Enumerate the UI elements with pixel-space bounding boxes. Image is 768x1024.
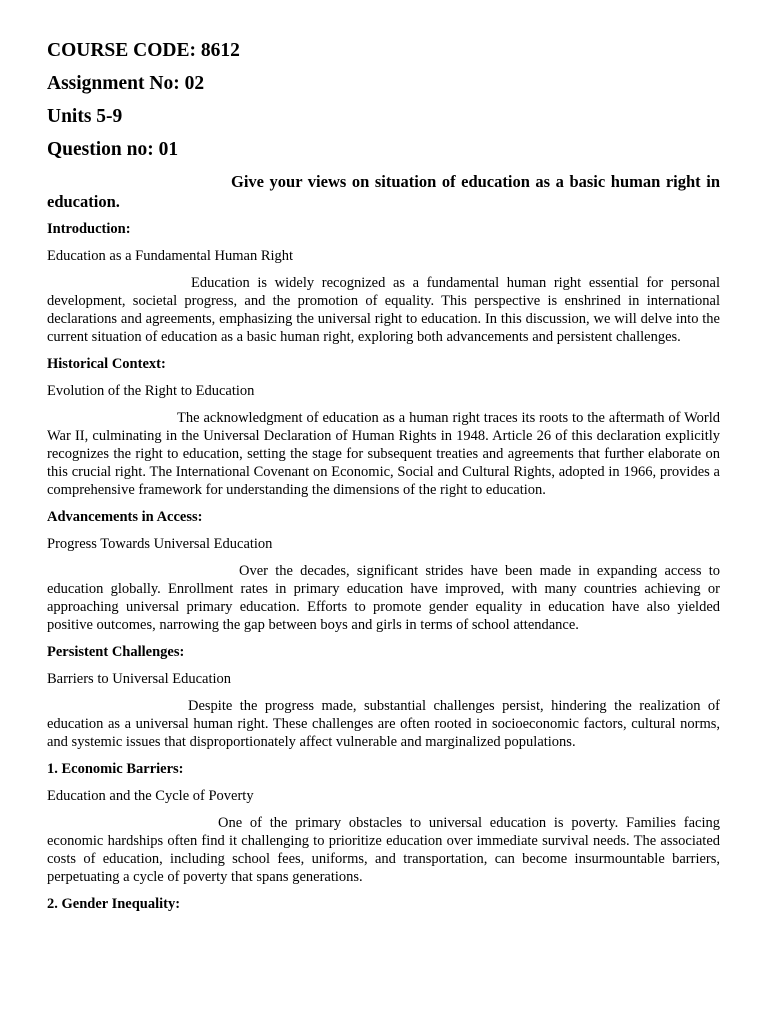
section-subtitle-advancements: Progress Towards Universal Education [47, 536, 273, 552]
section-heading-historical-context: Historical Context: [47, 356, 166, 372]
section-body-economic-barriers: One of the primary obstacles to universal education is poverty. Families facing economic hardships often find it challenging to prioritize education over immediate survival needs. The associated costs of education, including school fees, uniforms, and transportation, can become insurmountable barriers, perpetuating a cycle of poverty that spans generations. [47, 815, 720, 885]
section-heading-introduction: Introduction: [47, 221, 131, 237]
section-body-persistent-challenges: Despite the progress made, substantial challenges persist, hindering the realization of education as a universal human right. These challenges are often rooted in socioeconomic factors, cultural norms, and systemic issues that disproportionately affect vulnerable and marginalized populations. [47, 698, 720, 750]
document-page [47, 40, 720, 922]
section-body-introduction: Education is widely recognized as a fundamental human right essential for personal development, societal progress, and the promotion of equality. This perspective is enshrined in international declarations and agreements, emphasizing the universal right to education. In this discussion, we will delve into the current situation of education as a basic human right, exploring both advancements and persistent challenges. [47, 275, 720, 345]
section-heading-gender-inequality: 2. Gender Inequality: [47, 896, 181, 912]
section-body-historical-context: The acknowledgment of education as a human right traces its roots to the aftermath of World War II, culminating in the Universal Declaration of Human Rights in 1948. Article 26 of this declaration explicitly recognizes the right to education, setting the stage for subsequent treaties and agreements that further elaborate on this crucial right. The International Covenant on Economic, Social and Cultural Rights, adopted in 1966, provides a comprehensive framework for understanding the dimensions of the right to education. [47, 410, 720, 498]
section-heading-persistent-challenges: Persistent Challenges: [47, 644, 185, 660]
section-subtitle-introduction: Education as a Fundamental Human Right [47, 248, 294, 264]
units-heading: Units 5-9 [47, 106, 123, 127]
section-heading-advancements: Advancements in Access: [47, 509, 203, 525]
section-subtitle-economic-barriers: Education and the Cycle of Poverty [47, 788, 254, 804]
section-body-advancements: Over the decades, significant strides have been made in expanding access to education globally. Enrollment rates in primary education have improved, with many countries achieving or approaching universal primary education. Efforts to promote gender equality in education have also yielded positive outcomes, narrowing the gap between boys and girls in terms of school attendance. [47, 563, 720, 633]
question-text: Give your views on situation of education as a basic human right in education. [47, 172, 720, 211]
course-code-heading: COURSE CODE: 8612 [47, 40, 240, 61]
question-number-heading: Question no: 01 [47, 139, 179, 160]
section-subtitle-persistent-challenges: Barriers to Universal Education [47, 671, 232, 687]
section-subtitle-historical-context: Evolution of the Right to Education [47, 383, 255, 399]
section-heading-economic-barriers: 1. Economic Barriers: [47, 761, 184, 777]
assignment-heading: Assignment No: 02 [47, 73, 205, 94]
